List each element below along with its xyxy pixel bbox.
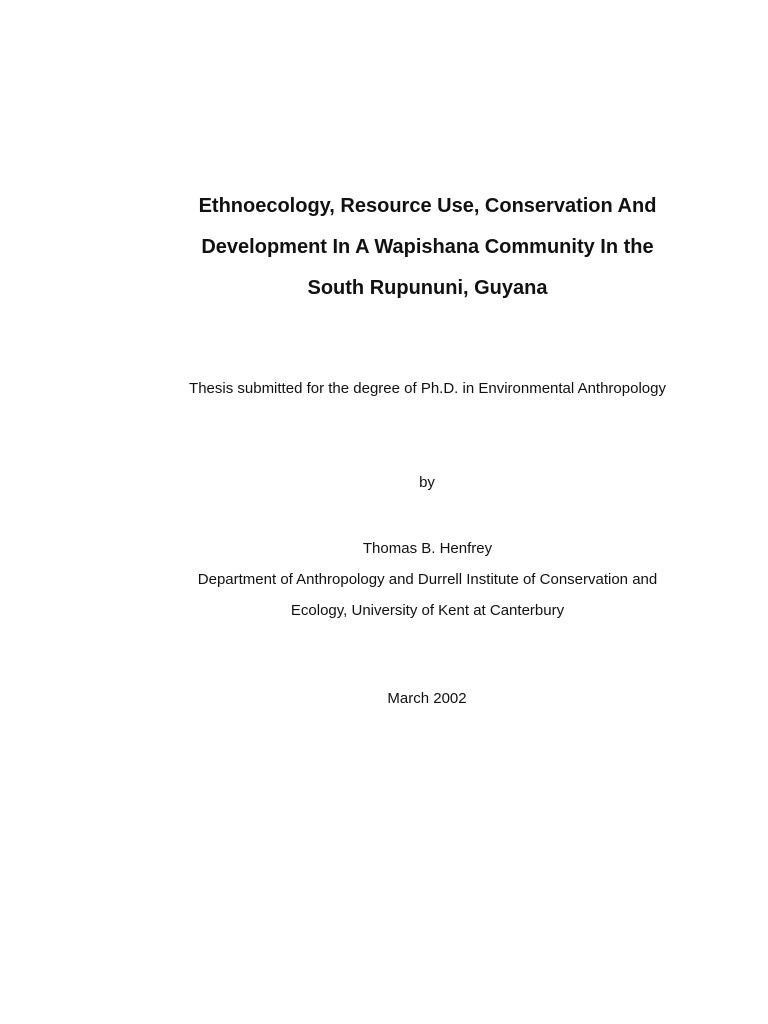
title-line-3: South Rupununi, Guyana	[307, 277, 548, 299]
affiliation-line-1: Department of Anthropology and Durrell Institute of Conservation and	[197, 571, 658, 588]
thesis-title	[130, 186, 725, 309]
title-line-1: Ethnoecology, Resource Use, Conservation And	[198, 195, 657, 217]
degree-statement: Thesis submitted for the degree of Ph.D. in Environmental Anthropology	[189, 380, 666, 397]
submission-date: March 2002	[387, 690, 467, 707]
affiliation-line-2: Ecology, University of Kent at Canterbury	[290, 602, 565, 619]
author-block	[130, 533, 725, 626]
author-name: Thomas B. Henfrey	[362, 540, 493, 557]
title-line-2: Development In A Wapishana Community In the	[201, 236, 654, 258]
by-label: by	[419, 474, 435, 491]
